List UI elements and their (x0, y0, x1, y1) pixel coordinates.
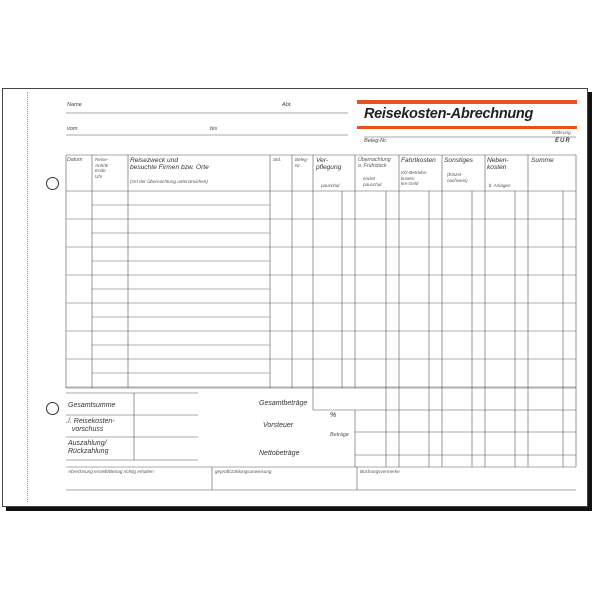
vom-label: vom (67, 126, 78, 132)
nettobetraege-label: Nettobeträge (259, 450, 300, 457)
col-verpflegung: Ver- pflegung (316, 157, 342, 172)
col-verpflegung-sub: pauschal (321, 183, 340, 188)
auszahlung-label: Auszahlung/ Rückzahlung (68, 440, 109, 456)
geprueft-label: geprüft/Zahlungsanweisung (215, 469, 272, 474)
col-fahrtkosten: Fahrtkosten (401, 157, 436, 164)
bis-label: bis (210, 126, 218, 132)
buchungsvermerke-label: Buchungsvermerke (360, 469, 400, 474)
col-sonstiges: Sonstiges (444, 157, 473, 164)
gesamtbetraege-label: Gesamtbeträge (259, 400, 308, 407)
title-accent-bar-top (357, 100, 577, 104)
col-std: Std. (273, 157, 282, 162)
vorsteuer-label: Vorsteuer (263, 422, 294, 429)
abt-label: Abt. (282, 102, 292, 108)
col-uebernachtung: Übernachtung o. Frühstück (358, 157, 391, 170)
waehrung-value: EUR (555, 138, 571, 144)
col-beleg-nr: Beleg- Nr. (295, 157, 309, 168)
name-label: Name (67, 102, 82, 108)
prozent-label: % (330, 412, 337, 419)
beleg-nr-label: Beleg-Nr. (364, 138, 388, 144)
col-reisezweck: Reisezweck und besuchte Firmen bzw. Orte (130, 157, 209, 172)
col-reise: Reise- Antritt/ Ende Uhr (95, 157, 109, 179)
waehrung-label: Währung (552, 130, 571, 135)
col-sonstiges-sub: (Einzel- nachweis) (447, 172, 468, 183)
form-title: Reisekosten-Abrechnung (364, 106, 534, 122)
title-accent-bar-bottom (357, 126, 577, 129)
col-nebenkosten: Neben- kosten (487, 157, 509, 172)
col-datum: Datum (67, 157, 83, 163)
abrechnung-label: Abrechnung erstellt/Betrag richtig erhalten (68, 469, 154, 474)
col-uebernachtung-sub: einzel pauschal (363, 176, 382, 187)
betraege-label: Beträge (330, 432, 349, 438)
col-fahrtkosten-sub: Kfz-Betriebs- kosten km-Geld (401, 170, 428, 186)
col-reisezweck-note: (Ort der Übernachtung unterstreichen) (130, 179, 208, 184)
vorschuss-label: ./. Reisekosten- vorschuss (66, 418, 115, 434)
col-nebenkosten-sub: lt. Anlagen (489, 183, 511, 188)
col-summe: Summe (531, 157, 554, 164)
gesamtsumme-label: Gesamtsumme (68, 402, 116, 409)
